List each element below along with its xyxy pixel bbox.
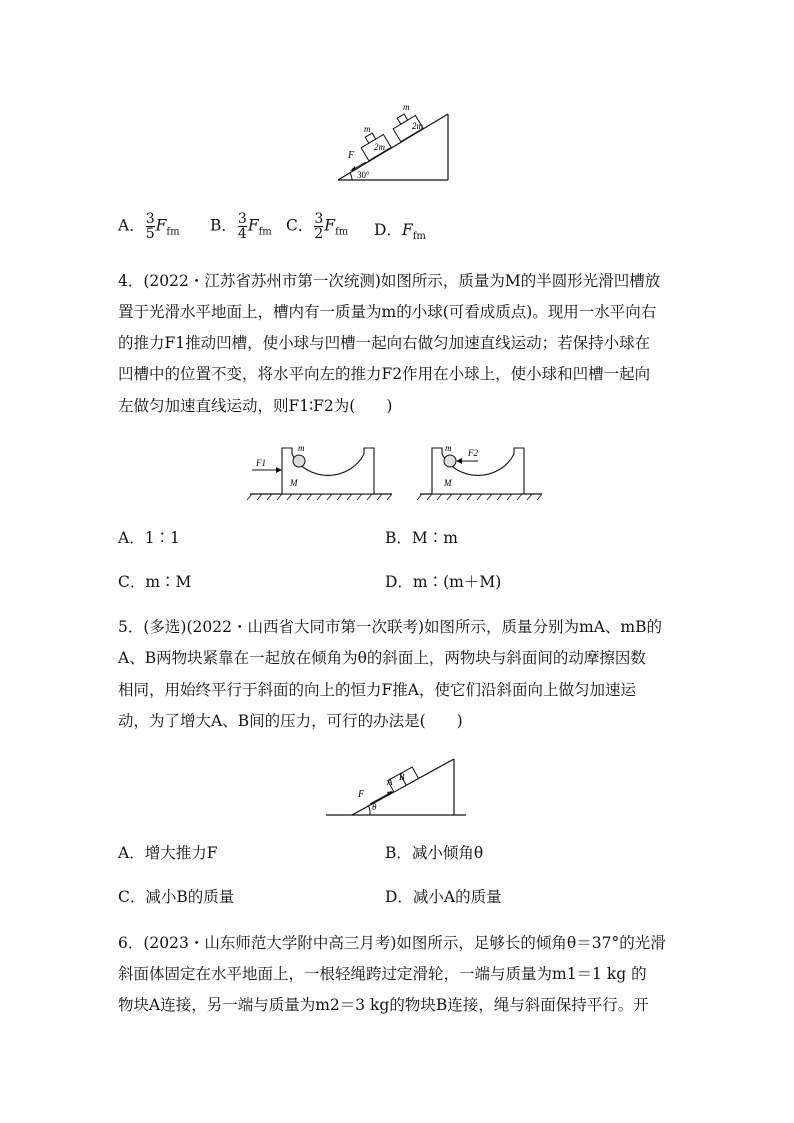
q3-option-a[interactable] xyxy=(118,212,180,243)
q4-line-3: 的推力F1推动凹槽，使小球与凹槽一起向右做匀加速直线运动；若保持小球在 xyxy=(118,334,651,352)
q4-line-4: 凹槽中的位置不变，将水平向左的推力F2作用在小球上，使小球和凹槽一起向 xyxy=(118,365,651,383)
q5-line-4: 动，为了增大A、B间的压力，可行的办法是( ) xyxy=(118,712,463,730)
subscript: fm xyxy=(258,226,272,238)
option-label: B． xyxy=(210,216,237,235)
right-ball-label: m xyxy=(445,443,452,453)
q4-line-5: 左做匀加速直线运动，则F1∶F2为( ) xyxy=(118,397,393,415)
subscript: fm xyxy=(335,226,349,238)
option-label: C． xyxy=(286,216,314,235)
numerator: 3 xyxy=(314,211,324,227)
right-force-label: F2 xyxy=(468,448,478,458)
q5-option-c[interactable]: C．减小B的质量 xyxy=(118,888,235,906)
block-a-label: A xyxy=(387,777,393,787)
theta-label: θ xyxy=(372,802,377,812)
q4-option-a[interactable]: A．1∶1 xyxy=(118,529,180,547)
option-label: A． xyxy=(118,216,145,235)
denominator: 2 xyxy=(314,226,324,242)
q4-line-2: 置于光滑水平地面上，槽内有一质量为m的小球(可看成质点)。现用一水平向右 xyxy=(118,303,657,321)
q4-option-b[interactable]: B．M∶m xyxy=(385,529,458,547)
numerator: 3 xyxy=(145,211,155,227)
fraction xyxy=(314,212,323,241)
option-label: D． xyxy=(374,221,402,239)
force-label: F xyxy=(358,789,365,800)
q4-line-1: 4．(2022・江苏省苏州市第一次统测)如图所示，质量为M的半圆形光滑凹槽放 xyxy=(118,272,661,290)
variable: F xyxy=(401,221,413,239)
low-small-mass-label: m xyxy=(364,124,371,134)
denominator: 5 xyxy=(145,226,155,242)
incline-blocks-figure xyxy=(330,98,460,186)
left-ball-label: m xyxy=(298,443,305,453)
block-b-label: B xyxy=(399,772,405,782)
denominator: 4 xyxy=(237,226,247,242)
q3-option-b[interactable] xyxy=(210,212,272,243)
left-force-label: F1 xyxy=(256,458,266,468)
groove-figures xyxy=(242,420,552,504)
left-groove-label: M xyxy=(290,478,298,488)
subscript: fm xyxy=(412,231,426,243)
top-block-label: 2m xyxy=(412,121,423,131)
q5-line-1: 5．(多选)(2022・山西省大同市第一次联考)如图所示，质量分别为mA、mB的 xyxy=(118,618,662,636)
subscript: fm xyxy=(166,226,180,238)
incline-ab-figure xyxy=(326,755,472,821)
q5-line-3: 相同，用始终平行于斜面的向上的恒力F推A，使它们沿斜面向上做匀加速运 xyxy=(118,681,636,699)
q5-option-a[interactable]: A．增大推力F xyxy=(118,844,218,862)
q3-option-d[interactable] xyxy=(374,220,426,247)
q6-line-3: 物块A连接，另一端与质量为m2＝3 kg的物块B连接，绳与斜面保持平行。开 xyxy=(118,996,649,1014)
q5-option-b[interactable]: B．减小倾角θ xyxy=(385,844,484,862)
angle-label: 30° xyxy=(357,170,370,180)
variable: F xyxy=(247,216,259,235)
q5-line-2: A、B两物块紧靠在一起放在倾角为θ的斜面上，两物块与斜面间的动摩擦因数 xyxy=(118,649,646,667)
q6-line-2: 斜面体固定在水平地面上，一根轻绳跨过定滑轮，一端与质量为m1＝1 kg 的 xyxy=(118,965,647,983)
q6-line-1: 6．(2023・山东师范大学附中高三月考)如图所示，足够长的倾角θ＝37°的光滑 xyxy=(118,934,666,952)
force-label: F xyxy=(348,150,355,161)
right-groove-label: M xyxy=(444,478,452,488)
numerator: 3 xyxy=(237,211,247,227)
q3-option-c[interactable] xyxy=(286,212,348,243)
fraction xyxy=(238,212,247,241)
q4-option-c[interactable]: C．m∶M xyxy=(118,573,192,591)
low-block-label: 2m xyxy=(374,142,385,152)
fraction xyxy=(146,212,155,241)
q4-option-d[interactable]: D．m∶(m＋M) xyxy=(385,573,502,591)
variable: F xyxy=(324,216,336,235)
variable: F xyxy=(155,216,167,235)
top-small-mass-label: m xyxy=(403,102,410,112)
q5-option-d[interactable]: D．减小A的质量 xyxy=(385,888,502,906)
